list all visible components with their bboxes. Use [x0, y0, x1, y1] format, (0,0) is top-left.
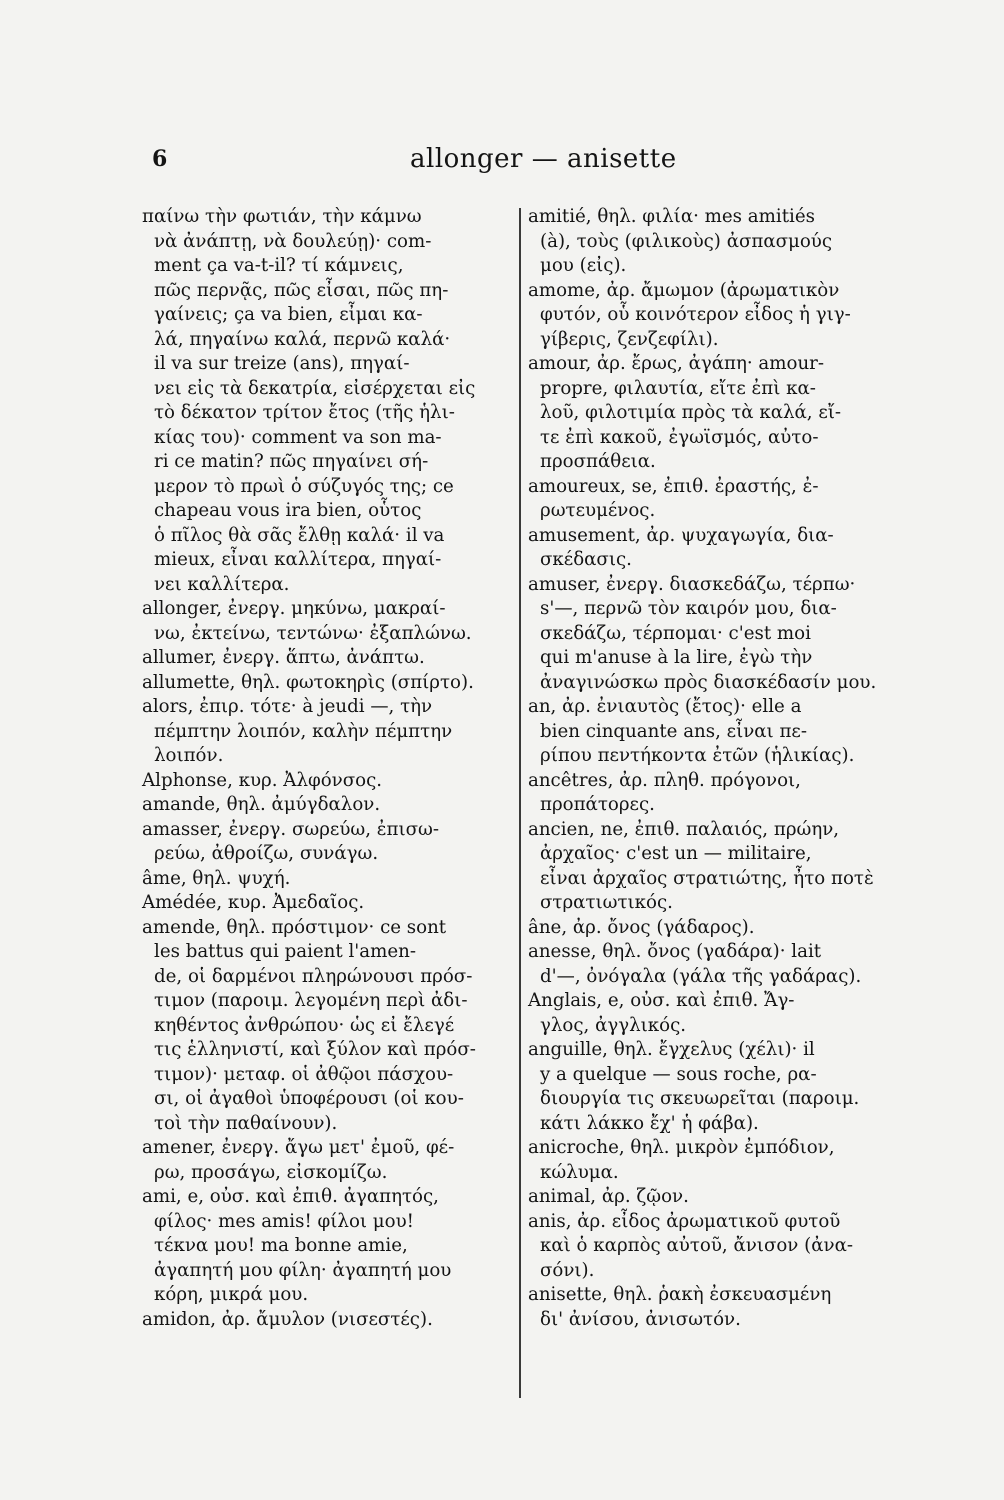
running-head: allonger — anisette: [410, 144, 677, 174]
entry-line: ami, e, οὐσ. καὶ ἐπιθ. ἀγαπητός,: [142, 1186, 439, 1207]
entry-line: νει εἰς τὰ δεκατρία, εἰσέρχεται εἰς: [154, 377, 476, 399]
entry-line: νει καλλίτερα.: [154, 573, 290, 595]
dictionary-entry: [528, 475, 902, 524]
entry-line: ancien, ne, ἐπιθ. παλαιός, πρώην,: [528, 818, 840, 840]
entry-line: chapeau vous ira bien, οὗτος: [154, 500, 422, 521]
dictionary-entry: [142, 1185, 512, 1308]
dictionary-entry: [528, 205, 902, 279]
entry-line: amour, ἀρ. ἔρως, ἀγάπη· amour-: [528, 353, 825, 374]
entry-line: τὸ δέκατον τρίτον ἔτος (τῆς ἡλι-: [154, 402, 455, 423]
dictionary-entry: [528, 352, 902, 475]
entry-line: προσπάθεια.: [540, 451, 656, 472]
dictionary-entry: [528, 1210, 902, 1284]
dictionary-entry: [528, 940, 902, 989]
entry-line: σκέδασις.: [540, 549, 632, 570]
dictionary-entry: [142, 916, 512, 1137]
entry-line: amoureux, se, ἐπιθ. ἐραστής, ἐ-: [528, 475, 819, 497]
entry-line: σι, οἱ ἀγαθοὶ ὑποφέρουσι (οἱ κου-: [154, 1088, 464, 1109]
page-number: 6: [152, 146, 168, 172]
entry-line: κάτι λάκκο ἔχ' ἡ φάβα).: [540, 1112, 759, 1134]
entry-line: amener, ἐνεργ. ἄγω μετ' ἐμοῦ, φέ-: [142, 1137, 455, 1158]
entry-line: amidon, ἀρ. ἄμυλον (νισεστές).: [142, 1308, 433, 1330]
dictionary-entry: [142, 205, 512, 597]
dictionary-entry: [142, 597, 512, 646]
entry-line: il va sur treize (ans), πηγαί-: [154, 353, 410, 374]
entry-line: amome, ἀρ. ἄμωμον (ἀρωματικὸν: [528, 279, 840, 301]
dictionary-entry: [528, 1283, 902, 1332]
entry-line: τιμον)· μεταφ. οἱ ἀθῷοι πάσχου-: [154, 1063, 454, 1085]
entry-line: allonger, ἐνεργ. μηκύνω, μακραί-: [142, 598, 446, 619]
dictionary-entry: [528, 573, 902, 696]
entry-line: κώλυμα.: [540, 1161, 619, 1183]
entry-line: καὶ ὁ καρπὸς αὐτοῦ, ἄνισον (ἀνα-: [540, 1235, 854, 1256]
entry-line: qui m'anuse à la lire, ἐγὼ τὴν: [540, 647, 813, 668]
entry-line: πέμπτην λοιπόν, καλὴν πέμπτην: [154, 720, 453, 742]
dictionary-entry: [528, 989, 902, 1038]
dictionary-entry: [528, 818, 902, 916]
entry-line: παίνω τὴν φωτιάν, τὴν κάμνω: [142, 206, 422, 227]
entry-line: amende, θηλ. πρόστιμον· ce sont: [142, 916, 447, 938]
left-column: [142, 205, 512, 1332]
entry-line: στρατιωτικός.: [540, 892, 673, 913]
entry-line: an, ἀρ. ἐνιαυτὸς (ἔτος)· elle a: [528, 696, 802, 717]
entry-line: âme, θηλ. ψυχή.: [142, 867, 291, 889]
entry-line: allumette, θηλ. φωτοκηρὶς (σπίρτο).: [142, 671, 474, 693]
dictionary-entry: [142, 1308, 512, 1333]
dictionary-entry: [528, 1185, 902, 1210]
entry-line: d'—, ὀνόγαλα (γάλα τῆς γαδάρας).: [540, 965, 862, 987]
entry-line: ρω, προσάγω, εἰσκομίζω.: [154, 1161, 388, 1183]
entry-line: τιμον (παροιμ. λεγομένη περὶ ἀδι-: [154, 990, 468, 1011]
dictionary-entry: [528, 279, 902, 353]
entry-line: amasser, ἐνεργ. σωρεύω, ἐπισω-: [142, 818, 440, 840]
entry-line: τις ἑλληνιστί, καὶ ξύλον καὶ πρόσ-: [154, 1039, 476, 1060]
entry-line: ρωτευμένος.: [540, 500, 656, 521]
dictionary-entry: [528, 1038, 902, 1136]
entry-line: anis, ἀρ. εἶδος ἀρωματικοῦ φυτοῦ: [528, 1210, 841, 1232]
entry-line: φυτόν, οὗ κοινότερον εἶδος ἡ γιγ-: [540, 304, 851, 325]
entry-line: ancêtres, ἀρ. πληθ. πρόγονοι,: [528, 769, 801, 791]
entry-line: les battus qui paient l'amen-: [154, 941, 416, 962]
entry-line: y a quelque — sous roche, ρα-: [540, 1063, 817, 1085]
dictionary-entry: [142, 695, 512, 769]
entry-line: s'—, περνῶ τὸν καιρόν μου, δια-: [540, 598, 837, 619]
entry-line: διουργία τις σκευωρεῖται (παροιμ.: [540, 1088, 860, 1109]
entry-line: τοὶ τὴν παθαίνουν).: [154, 1112, 338, 1134]
entry-line: νω, ἐκτείνω, τεντώνω· ἐξαπλώνω.: [154, 622, 472, 644]
dictionary-entry: [142, 671, 512, 696]
entry-line: λά, πηγαίνω καλά, περνῶ καλά·: [154, 328, 451, 350]
dictionary-entry: [142, 818, 512, 867]
entry-line: ἀρχαῖος· c'est un — militaire,: [540, 843, 812, 864]
entry-line: bien cinquante ans, εἶναι πε-: [540, 720, 807, 742]
entry-line: προπάτορες.: [540, 794, 655, 815]
entry-line: μου (εἰς).: [540, 255, 627, 276]
dictionary-entry: [528, 524, 902, 573]
dictionary-entry: [142, 867, 512, 892]
entry-line: λοιπόν.: [154, 745, 224, 766]
entry-line: Alphonse, κυρ. Ἀλφόνσος.: [142, 769, 383, 791]
entry-line: εἶναι ἀρχαῖος στρατιώτης, ἦτο ποτὲ: [540, 867, 874, 889]
entry-line: anisette, θηλ. ῥακὴ ἐσκευασμένη: [528, 1284, 832, 1305]
entry-line: φίλος· mes amis! φίλοι μου!: [154, 1210, 414, 1232]
entry-line: δι' ἀνίσου, ἀνισωτόν.: [540, 1308, 741, 1330]
entry-line: amitié, θηλ. φιλία· mes amitiés: [528, 206, 815, 227]
entry-line: anguille, θηλ. ἔγχελυς (χέλι)· il: [528, 1039, 815, 1060]
dictionary-entry: [142, 646, 512, 671]
entry-line: anicroche, θηλ. μικρὸν ἐμπόδιον,: [528, 1137, 835, 1158]
entry-line: amuser, ἐνεργ. διασκεδάζω, τέρπω·: [528, 573, 856, 595]
entry-line: κίας του)· comment va son ma-: [154, 426, 442, 448]
entry-line: propre, φιλαυτία, εἴτε ἐπὶ κα-: [540, 377, 816, 399]
entry-line: mieux, εἶναι καλλίτερα, πηγαί-: [154, 549, 442, 570]
entry-line: νὰ ἀνάπτῃ, νὰ δουλεύῃ)· com-: [154, 230, 432, 252]
entry-line: Anglais, e, οὐσ. καὶ ἐπιθ. Ἄγ-: [528, 990, 795, 1011]
entry-line: anesse, θηλ. ὄνος (γαδάρα)· lait: [528, 941, 822, 962]
dictionary-entry: [142, 1136, 512, 1185]
entry-line: (à), τοὺς (φιλικοὺς) ἀσπασμούς: [540, 230, 833, 252]
entry-line: σκεδάζω, τέρπομαι· c'est moi: [540, 622, 811, 644]
dictionary-entry: [142, 793, 512, 818]
dictionary-entry: [528, 916, 902, 941]
entry-line: ὁ πῖλος θὰ σᾶς ἔλθῃ καλά· il va: [154, 524, 445, 546]
entry-line: ἀναγινώσκω πρὸς διασκέδασίν μου.: [540, 671, 877, 693]
dictionary-entry: [528, 769, 902, 818]
entry-line: πῶς περνᾷς, πῶς εἶσαι, πῶς πη-: [154, 279, 449, 301]
entry-line: ἀγαπητή μου φίλη· ἀγαπητή μου: [154, 1259, 452, 1281]
entry-line: amusement, ἀρ. ψυχαγωγία, δια-: [528, 524, 834, 546]
entry-line: Amédée, κυρ. Ἀμεδαῖος.: [142, 892, 365, 913]
entry-line: ri ce matin? πῶς πηγαίνει σή-: [154, 451, 429, 472]
entry-line: κόρη, μικρά μου.: [154, 1284, 309, 1305]
entry-line: ρίπου πεντήκοντα ἐτῶν (ἡλικίας).: [540, 745, 855, 766]
entry-line: γλος, ἀγγλικός.: [540, 1014, 687, 1036]
entry-line: γαίνεις; ça va bien, εἶμαι κα-: [154, 304, 423, 325]
entry-line: γίβερις, ζενζεφίλι).: [540, 328, 719, 350]
right-column: [528, 205, 902, 1332]
entry-line: κηθέντος ἀνθρώπου· ὡς εἰ ἔλεγέ: [154, 1014, 455, 1036]
dictionary-entry: [528, 1136, 902, 1185]
entry-line: σόνι).: [540, 1259, 595, 1281]
entry-line: animal, ἀρ. ζῷον.: [528, 1186, 689, 1207]
entry-line: λοῦ, φιλοτιμία πρὸς τὰ καλά, εἴ-: [540, 402, 842, 423]
entry-line: âne, ἀρ. ὄνος (γάδαρος).: [528, 916, 755, 938]
entry-line: ρεύω, ἀθροίζω, συνάγω.: [154, 843, 379, 864]
entry-line: τέκνα μου! ma bonne amie,: [154, 1235, 408, 1256]
entry-line: μερον τὸ πρωὶ ὁ σύζυγός της; ce: [154, 475, 454, 497]
entry-line: amande, θηλ. ἀμύγδαλον.: [142, 794, 381, 815]
dictionary-entry: [142, 769, 512, 794]
entry-line: de, οἱ δαρμένοι πληρώνουσι πρόσ-: [154, 965, 473, 987]
entry-line: ment ça va-t-il? τί κάμνεις,: [154, 255, 404, 276]
entry-line: alors, ἐπιρ. τότε· à jeudi —, τὴν: [142, 696, 433, 717]
dictionary-entry: [142, 891, 512, 916]
entry-line: allumer, ἐνεργ. ἅπτω, ἀνάπτω.: [142, 647, 425, 668]
dictionary-entry: [528, 695, 902, 769]
entry-line: τε ἐπὶ κακοῦ, ἐγωϊσμός, αὐτο-: [540, 426, 819, 448]
column-divider: [519, 208, 521, 1398]
